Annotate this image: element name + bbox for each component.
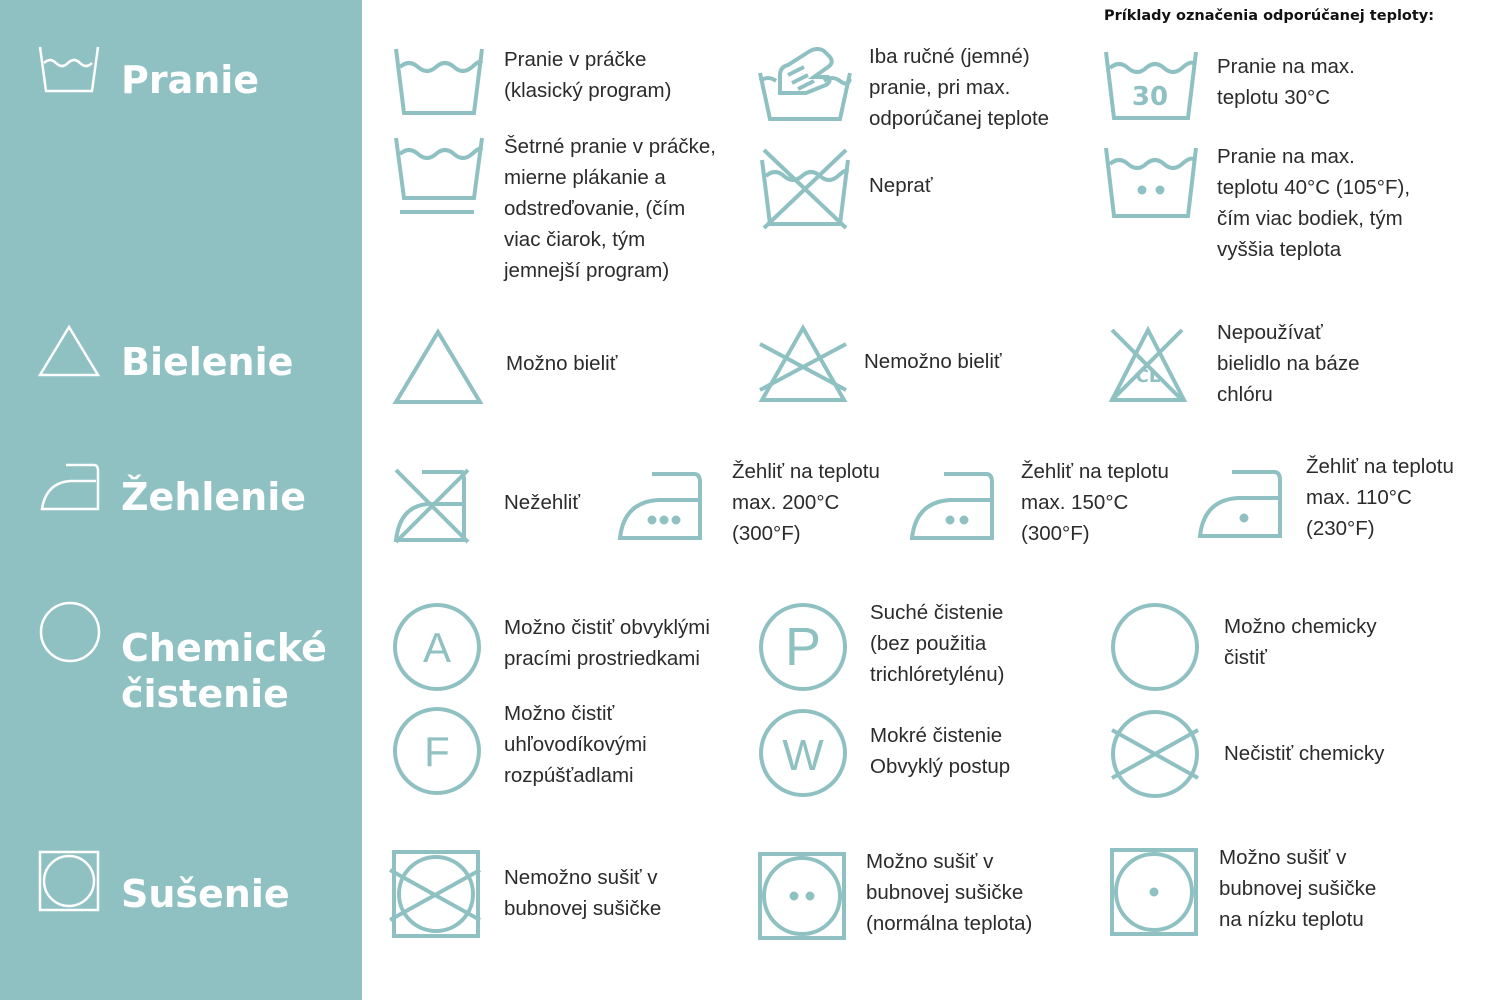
dry-clean-f-icon (392, 706, 482, 796)
wash-40-label: Pranie na max. teplotu 40°C (105°F), čím viac bodiek, tým vyššia teplota (1217, 145, 1411, 261)
tumble-low-label: Možno sušiť v bubnovej sušičke na nízku teplotu (1219, 846, 1377, 931)
wash-temperature-label: 30 (1131, 82, 1169, 112)
wash-normal-label: Pranie v práčke (klasický program) (504, 48, 672, 102)
dry-clean-icon (1110, 602, 1200, 692)
do-not-bleach-icon (758, 326, 848, 404)
dry-f-label: Možno čistiť uhľovodíkovými rozpúšťadlami (504, 702, 647, 787)
header-note: Príklady označenia odporúčanej teploty: (1104, 8, 1435, 24)
category-title-zehlenie: Žehlenie (121, 475, 307, 519)
tumble-dry-low-icon (1110, 848, 1198, 936)
bleach-no-label: Nemožno bieliť (864, 350, 1002, 373)
category-sidebar (0, 0, 362, 1000)
do-not-wash-icon (760, 146, 850, 230)
iron-150-label: Žehliť na teplotu max. 150°C (300°F) (1021, 460, 1169, 545)
category-title-susenie: Sušenie (121, 872, 290, 916)
category-title-pranie: Pranie (121, 58, 260, 102)
dry-clean-f-letter: F (424, 728, 450, 775)
triangle-icon (38, 325, 100, 377)
tumble-dry-normal-icon (758, 852, 846, 940)
iron-110-label: Žehliť na teplotu max. 110°C (230°F) (1306, 455, 1454, 540)
wash-hand-label: Iba ručné (jemné) pranie, pri max. odporúčanej teplote (869, 45, 1050, 130)
do-not-iron-icon (392, 466, 472, 546)
wash-gentle-icon (394, 136, 484, 216)
circle-icon (38, 600, 102, 664)
category-title-bielenie: Bielenie (121, 340, 294, 384)
dry-any-label: Možno chemicky čistiť (1224, 615, 1377, 669)
dry-p-label: Suché čistenie (bez použitia trichlóretylénu) (870, 601, 1005, 686)
dry-clean-a-letter: A (422, 624, 452, 671)
dry-w-label: Mokré čistenie Obvyklý postup (870, 724, 1011, 778)
dry-clean-p-icon (758, 602, 848, 692)
wash-tub-icon (38, 45, 100, 93)
iron-none-label: Nežehliť (504, 491, 581, 514)
iron-two-dots-icon (910, 472, 996, 542)
wash-gentle-label: Šetrné pranie v práčke, mierne plákanie a odstreďovanie, (čím viac čiarok, tým jemnejší program) (504, 135, 716, 282)
do-not-dry-clean-icon (1110, 710, 1200, 798)
wash-none-label: Neprať (869, 174, 933, 197)
dry-clean-p-letter: P (784, 617, 822, 677)
chlorine-label: CL (1135, 366, 1161, 387)
wash-two-dots-icon (1104, 146, 1198, 220)
hand-wash-icon (758, 45, 854, 123)
iron-200-label: Žehliť na teplotu max. 200°C (300°F) (732, 460, 880, 545)
bleach-icon (394, 330, 482, 404)
bleach-yes-label: Možno bieliť (506, 352, 618, 375)
iron-three-dots-icon (618, 472, 704, 542)
no-chlorine-bleach-icon (1110, 326, 1186, 404)
tumble-dry-icon (38, 850, 102, 914)
dry-none-label: Nečistiť chemicky (1224, 742, 1385, 765)
wash-30-label: Pranie na max. teplotu 30°C (1217, 55, 1355, 109)
tumble-none-label: Nemožno sušiť v bubnovej sušičke (504, 866, 662, 920)
iron-one-dot-icon (1198, 470, 1284, 540)
wash-30-icon (1104, 50, 1198, 122)
tumble-normal-label: Možno sušiť v bubnovej sušičke (normálna teplota) (866, 850, 1033, 935)
wet-clean-w-icon (758, 708, 848, 798)
iron-icon (40, 463, 102, 513)
wet-clean-w-letter: W (782, 731, 824, 780)
dry-a-label: Možno čistiť obvyklými pracími prostriedkami (504, 616, 710, 670)
bleach-no-chlorine-label: Nepoužívať bielidlo na báze chlóru (1217, 321, 1360, 406)
dry-clean-a-icon (392, 602, 482, 692)
wash-tub-icon (394, 45, 484, 117)
category-title-cistenie: Chemické čistenie (121, 626, 327, 716)
do-not-tumble-dry-icon (388, 850, 482, 938)
